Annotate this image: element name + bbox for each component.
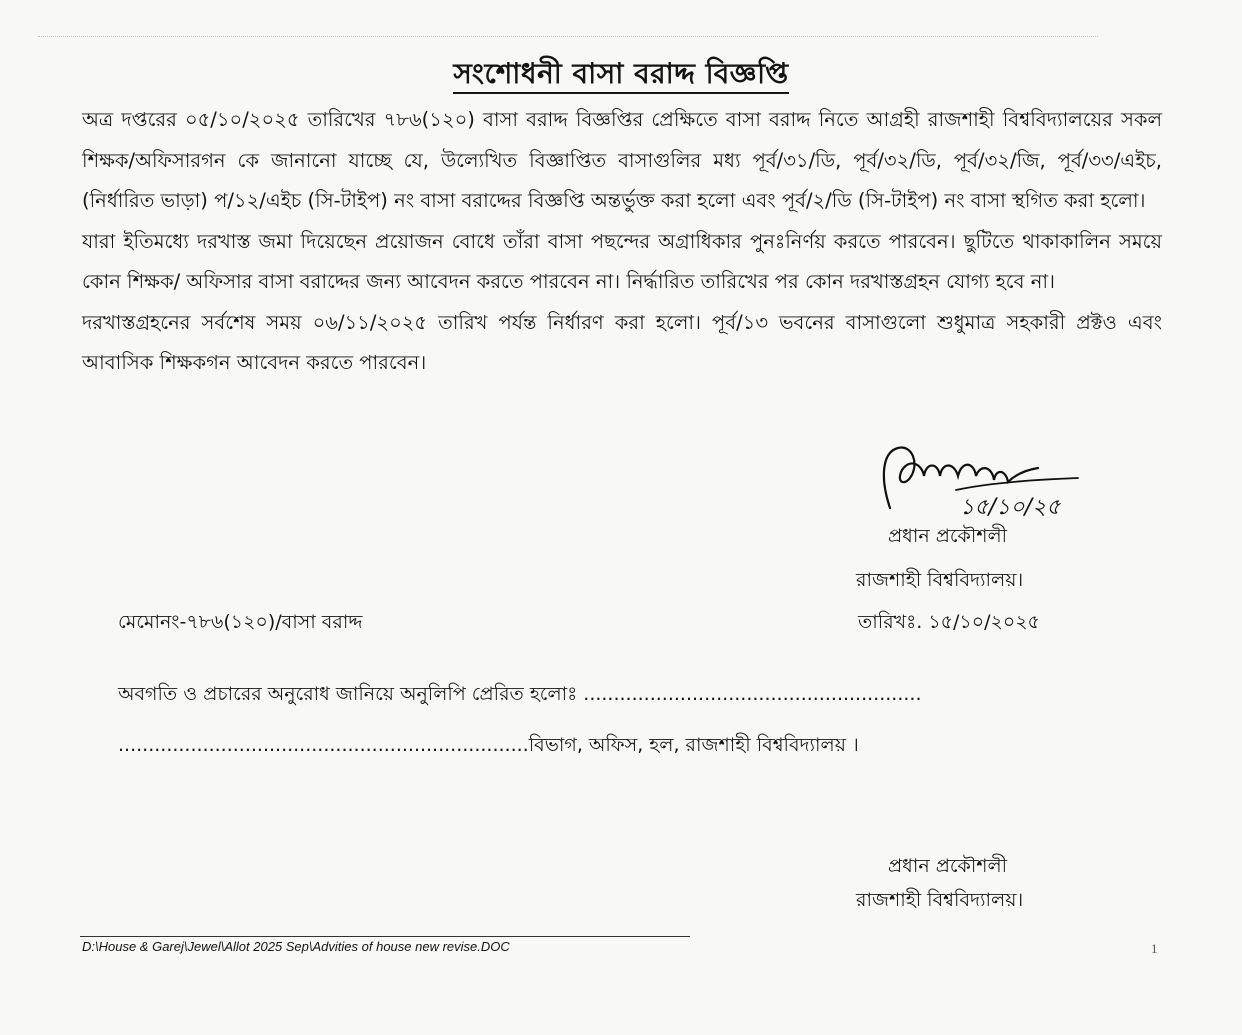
copy-request: অবগতি ও প্রচারের অনুরোধ জানিয়ে অনুলিপি প্রেরিত হলোঃ ........................................................: [118, 683, 922, 705]
page-number: 1: [1151, 941, 1158, 956]
bottom-signatory-title: প্রধান প্রকৌশলী: [888, 855, 1008, 877]
signature-date: ১৫/১০/২৫: [960, 495, 1061, 520]
bottom-signatory-institution: রাজশাহী বিশ্ববিদ্যালয়।: [856, 889, 1024, 911]
notice-title: [0, 52, 1242, 99]
signatory-title: প্রধান প্রকৌশলী: [888, 525, 1008, 547]
footer-rule: [80, 936, 690, 937]
memo-number: মেমোনং-৭৮৬(১২০)/বাসা বরাদ্দ: [118, 611, 363, 633]
notice-title-text: সংশোধনী বাসা বরাদ্দ বিজ্ঞপ্তি: [453, 57, 788, 94]
paragraph-allotment-update: অত্র দপ্তরের ০৫/১০/২০২৫ তারিখের ৭৮৬(১২০) বাসা বরাদ্দ বিজ্ঞপ্তির প্রেক্ষিতে বাসা বরাদ্দ নিতে আগ্রহী রাজশাহী বিশ্ববিদ্যালয়ের সকল শিক্ষক/অফিসারগন কে জানানো যাচ্ছে যে, উল্যেখিত বিজ্ঞাপ্তিত বাসাগুলির মধ্য পূর্ব/৩১/ডি, পূর্ব/৩২/ডি, পূর্ব/৩২/জি, পূর্ব/৩৩/এইচ, (নির্ধারিত ভাড়া) প/১২/এইচ (সি-টাইপ) নং বাসা বরাদ্দের বিজ্ঞপ্তি অন্তর্ভুক্ত করা হলো এবং পূর্ব/২/ডি (সি-টাইপ) নং বাসা স্থগিত করা হলো।: [82, 108, 1162, 212]
copy-destination: ....................................................................বিভাগ, অফিস, হল, রাজশাহী বিশ্ববিদ্যালয় ।: [118, 734, 859, 756]
paragraph-application-rules: যারা ইতিমধ্যে দরখাস্ত জমা দিয়েছেন প্রয়োজন বোধে তাঁরা বাসা পছন্দের অগ্রাধিকার পুনঃনির্ণয় করতে পারবেন। ছুটিতে থাকাকালিন সময়ে কোন শিক্ষক/ অফিসার বাসা বরাদ্দের জন্য আবেদন করতে পারবেন না। নির্দ্ধারিত তারিখের পর কোন দরখাস্তগ্রহন যোগ্য হবে না।: [82, 229, 1162, 293]
top-dotted-rule: [38, 36, 1098, 37]
paragraph-deadline: দরখাস্তগ্রহনের সর্বশেষ সময় ০৬/১১/২০২৫ তারিখ পর্যন্ত নির্ধারণ করা হলো। পূর্ব/১৩ ভবনের বাসাগুলো শুধুমাত্র সহকারী প্রক্টও এবং আবাসিক শিক্ষকগন আবেদন করতে পারবেন।: [82, 310, 1162, 374]
memo-date: তারিখঃ. ১৫/১০/২০২৫: [858, 611, 1040, 633]
notice-body: [82, 100, 1162, 384]
handwritten-signature: [868, 440, 1098, 525]
footer-file-path: D:\House & Garej\Jewel\Allot 2025 Sep\Advities of house new revise.DOC: [82, 939, 510, 954]
signatory-institution: রাজশাহী বিশ্ববিদ্যালয়।: [856, 569, 1024, 591]
